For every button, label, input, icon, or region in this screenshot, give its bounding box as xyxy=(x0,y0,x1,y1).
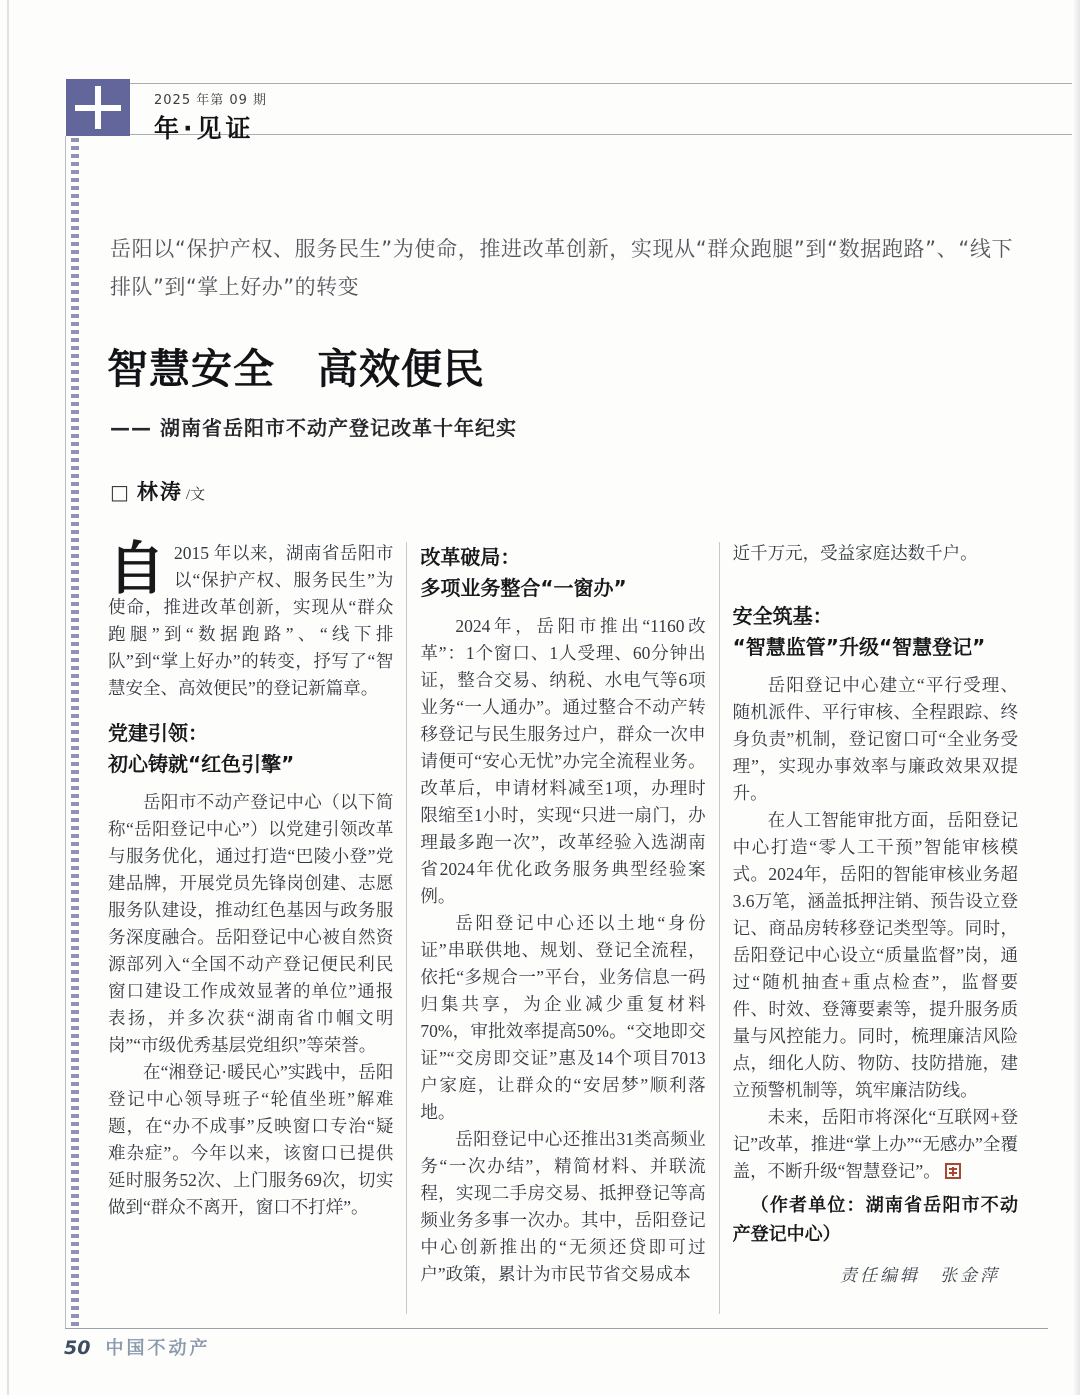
body-column-1 xyxy=(108,536,394,1314)
body-column-3 xyxy=(733,540,1018,1314)
section-heading-security: 安全筑基： “智慧监管”升级“智慧登记” xyxy=(732,604,986,659)
article-title: 智慧安全 高效便民 xyxy=(107,345,485,393)
column-divider xyxy=(719,542,720,1314)
paragraph-continuation: 近千万元，受益家庭达数千户。 xyxy=(732,543,978,563)
article-end-seal-icon xyxy=(945,1163,961,1179)
paragraph: 在人工智能审批方面，岳阳登记中心打造“零人工干预”智能审核模式。2024年，岳阳的智能审核业务超3.6万笔，涵盖抵押注销、预告设立登记、商品房转移登记类型等。同时，岳阳登记中心设立“质量监督”岗，通过“随机抽查+重点检查”，监督要件、时效、登簿要素等，提升服务质量与风控能力。同时，梳理廉洁风险点，细化人防、物防、技防措施，建立预警机制等，筑牢廉洁防线。 xyxy=(732,810,1018,1100)
paragraph-text: 2015 年以来，湖南省岳阳市以“保护产权、服务民生”为使命，推进改革创新，实现从“群众跑腿”到“数据跑路”、“线下排队”到“掌上好办”的转变，抒写了“智慧安全、高效便民”的登记新篇章。 xyxy=(108,543,394,698)
decorative-dashed-rule xyxy=(71,138,79,1326)
article-standfirst: 岳阳以“保护产权、服务民生”为使命，推进改革创新，实现从“群众跑腿”到“数据跑路”、“线下排队”到“掌上好办”的转变 xyxy=(110,237,1013,299)
paragraph: 岳阳登记中心还推出31类高频业务“一次办结”，精简材料、并联流程，实现二手房交易、抵押登记等高频业务多事一次办。其中，岳阳登记中心创新推出的“无须还贷即可过户”政策，累计为市民节省交易成本 xyxy=(420,1129,706,1284)
paragraph: 2024年，岳阳市推出“1160改革”：1个窗口、1人受理、60分钟出证，整合交易、纳税、水电气等6项业务“一人通办”。通过整合不动产转移登记与民生服务过户，群众一次申请便可“安心无忧”办完全流程业务。改革后，申请材料减至1项，办理时限缩至1小时，实现“只进一扇门，办理最多跑一次”，改革经验入选湖南省2024年优化政务服务典型经验案例。 xyxy=(420,616,706,906)
paragraph: 岳阳登记中心还以土地“身份证”串联供地、规划、登记全流程，依托“多规合一”平台，业务信息一码归集共享，为企业减少重复材料70%，审批效率提高50%。“交地即交证”“交房即交证”惠及14个项目7013户家庭，让群众的“安居梦”顺利落地。 xyxy=(420,913,706,1122)
section-cross-logo-icon xyxy=(66,79,130,136)
article-body xyxy=(108,536,1018,1314)
section-heading-reform: 改革破局： 多项业务整合“一窗办” xyxy=(420,545,627,600)
issue-number: 2025 年第 09 期 xyxy=(154,93,268,108)
masthead xyxy=(130,83,1072,143)
page-footer xyxy=(64,1334,210,1360)
section-heading-party-building: 党建引领： 初心铸就“红色引擎” xyxy=(108,721,295,776)
page-number: 50 xyxy=(64,1337,91,1359)
author-affiliation: （作者单位：湖南省岳阳市不动产登记中心） xyxy=(732,1195,1018,1245)
left-border-rule xyxy=(65,136,66,1328)
section-title: 年·见证 xyxy=(154,114,255,143)
footer-rule xyxy=(65,1328,1048,1329)
author-name: 林涛 xyxy=(136,480,183,504)
article-subtitle: —— 湖南省岳阳市不动产登记改革十年纪实 xyxy=(110,416,517,440)
paragraph xyxy=(733,1104,1018,1185)
page-edge-shading-right xyxy=(1073,0,1080,1395)
paragraph: 在“湘登记·暖民心”实践中，岳阳登记中心领导班子“轮值坐班”解难题，在“办不成事”反映窗口专治“疑难杂症”。今年以来，该窗口已提供延时服务52次、上门服务69次，切实做到“群众不离开，窗口不打烊”。 xyxy=(108,1062,394,1217)
magazine-name: 中国不动产 xyxy=(105,1338,211,1359)
paragraph: 岳阳登记中心建立“平行受理、随机派件、平行审核、全程跟踪、终身负责”机制，登记窗口可“全业务受理”，实现办事效率与廉政效果双提升。 xyxy=(732,675,1018,803)
column-divider xyxy=(406,542,407,1314)
page-edge-shading-left xyxy=(7,0,9,1395)
paragraph xyxy=(108,536,394,702)
paragraph: 岳阳市不动产登记中心（以下简称“岳阳登记中心”）以党建引领改革与服务优化，通过打造“巴陵小登”党建品牌，开展党员先锋岗创建、志愿服务队建设，推动红色基因与政务服务深度融合。岳阳登记中心被自然资源部列入“全国不动产登记便民利民窗口建设工作成效显著的单位”通报表扬，并多次获“湖南省巾帼文明岗”“市级优秀基层党组织”等荣誉。 xyxy=(108,792,394,1055)
responsible-editor: 责任编辑 张金萍 xyxy=(839,1266,1000,1285)
author-marker-icon: □ xyxy=(110,480,129,504)
byline xyxy=(110,476,205,506)
author-role: /文 xyxy=(185,487,206,503)
dropcap: 自 xyxy=(108,536,165,602)
paragraph-text: 未来，岳阳市将深化“互联网+登记”改革，推进“掌上办”“无感办”全覆盖，不断升级“智慧登记”。 xyxy=(732,1107,1018,1181)
body-column-2 xyxy=(420,540,705,1314)
